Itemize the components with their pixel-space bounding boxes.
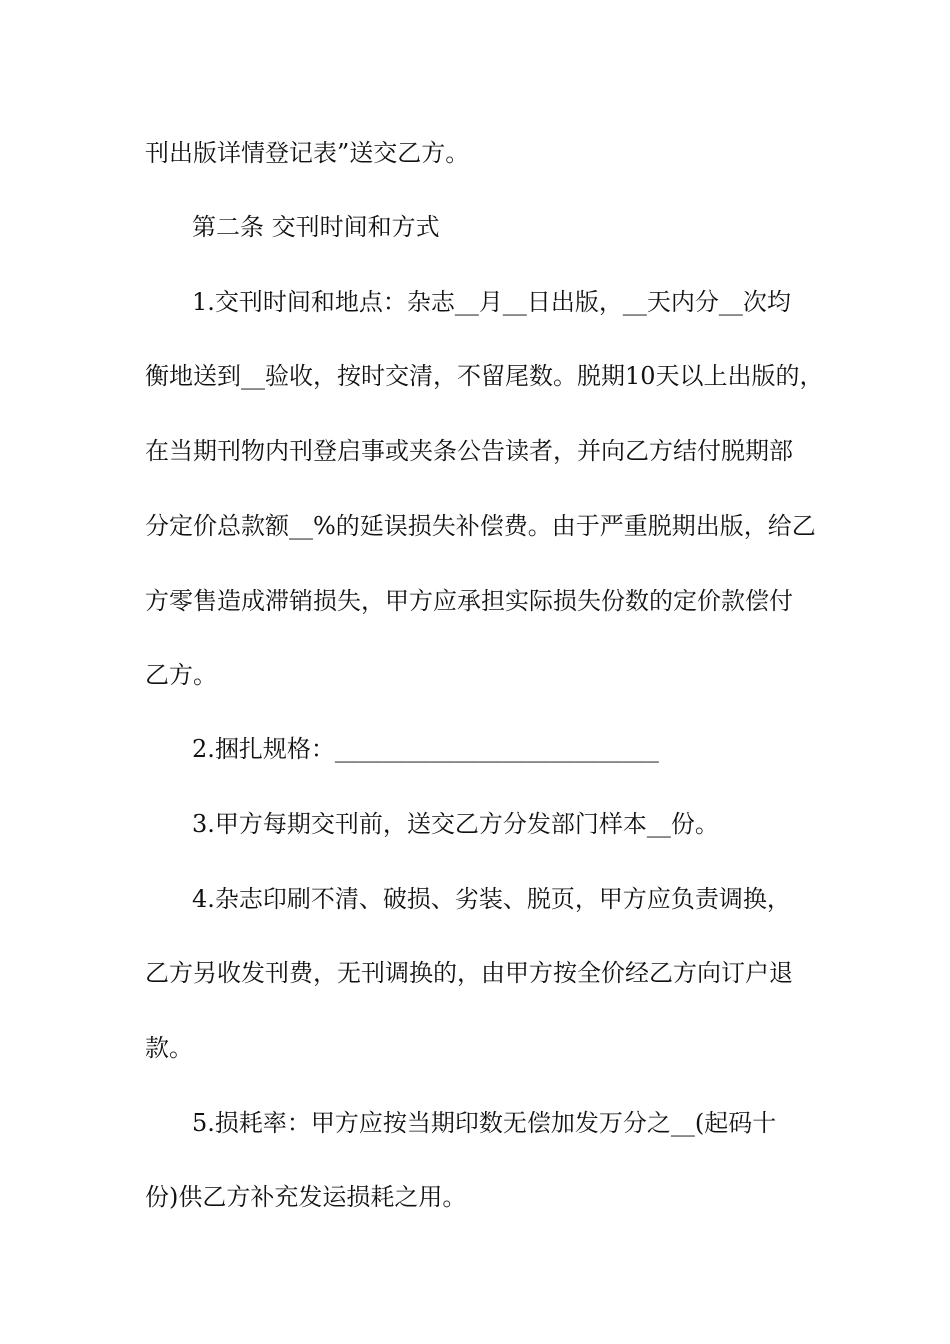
paragraph-line: 2.捆扎规格：___________________________ [192,735,659,763]
paragraph-line: 乙方另收发刊费，无刊调换的，由甲方按全价经乙方向订户退 [145,959,793,987]
paragraph-line: 刊出版详情登记表”送交乙方。 [145,139,470,167]
paragraph-line: 乙方。 [145,661,217,689]
paragraph-line: 3.甲方每期交刊前，送交乙方分发部门样本__份。 [192,810,719,838]
paragraph-line: 5.损耗率：甲方应按当期印数无偿加发万分之__(起码十 [192,1109,777,1137]
paragraph-line: 1.交刊时间和地点：杂志__月__日出版，__天内分__次均 [192,288,791,316]
paragraph-line: 4.杂志印刷不清、破损、劣装、脱页，甲方应负责调换， [192,885,791,913]
paragraph-line: 在当期刊物内刊登启事或夹条公告读者，并向乙方结付脱期部 [145,437,793,465]
section-heading: 第二条 交刊时间和方式 [192,213,440,241]
paragraph-line: 份)供乙方补充发运损耗之用。 [145,1183,467,1211]
paragraph-line: 方零售造成滞销损失，甲方应承担实际损失份数的定价款偿付 [145,587,793,615]
paragraph-line: 款。 [145,1034,193,1062]
paragraph-line: 衡地送到__验收，按时交清，不留尾数。脱期10天以上出版的， [145,362,824,390]
paragraph-line: 分定价总款额__%的延误损失补偿费。由于严重脱期出版，给乙 [145,512,816,540]
